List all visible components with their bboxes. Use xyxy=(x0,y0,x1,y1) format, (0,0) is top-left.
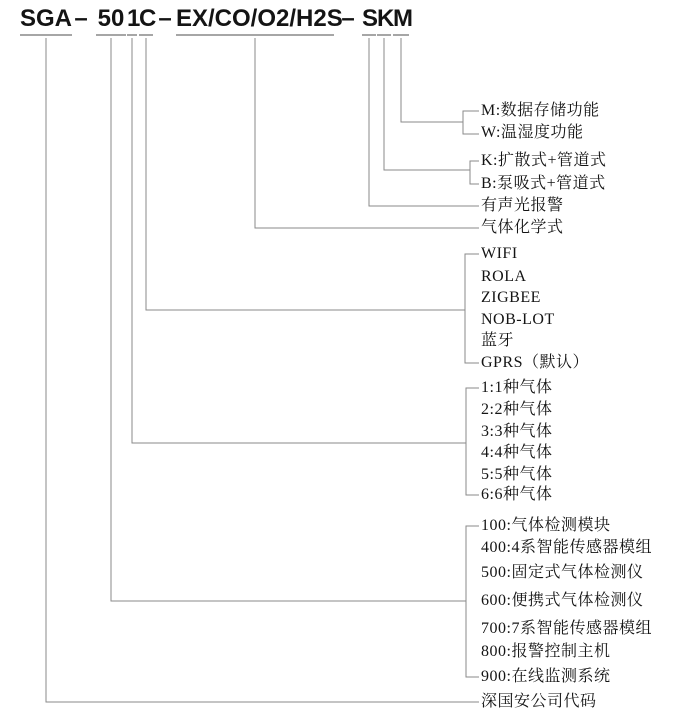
legend-item-gas-count-3: 3:3种气体 xyxy=(481,423,553,440)
legend-item-data-storage: M:数据存储功能 xyxy=(481,102,600,119)
legend-item-series-400: 400:4系智能传感器模组 xyxy=(481,539,652,556)
code-segment-sga: SGA xyxy=(20,4,72,36)
legend-item-company-code: 深国安公司代码 xyxy=(481,693,597,710)
code-segment-function: M xyxy=(393,4,409,36)
legend-item-gprs-default: GPRS（默认） xyxy=(481,354,590,371)
bracket-gas-count-options xyxy=(466,388,479,495)
code-segment-gas-count: 1 xyxy=(127,4,137,36)
legend-item-zigbee: ZIGBEE xyxy=(481,289,541,306)
bracket-communication-options xyxy=(465,254,479,363)
bracket-sampling-options xyxy=(470,161,479,184)
legend-item-series-100: 100:气体检测模块 xyxy=(481,517,611,534)
code-separator-dash: – xyxy=(341,5,355,32)
code-segment-sampling: K xyxy=(377,4,391,36)
legend-item-gas-count-4: 4:4种气体 xyxy=(481,444,553,461)
connector-line-gas-formula xyxy=(255,38,479,228)
legend-item-diffusion-duct: K:扩散式+管道式 xyxy=(481,152,607,169)
legend-item-gas-count-1: 1:1种气体 xyxy=(481,379,553,396)
bracket-series-options xyxy=(466,526,479,677)
legend-item-gas-count-5: 5:5种气体 xyxy=(481,466,553,483)
connector-line-gas-count xyxy=(132,38,466,443)
legend-item-series-900: 900:在线监测系统 xyxy=(481,668,611,685)
code-separator-dash: – xyxy=(74,5,88,32)
legend-item-pump-duct: B:泵吸式+管道式 xyxy=(481,175,606,192)
legend-item-gas-count-2: 2:2种气体 xyxy=(481,401,553,418)
code-separator-dash: – xyxy=(158,5,172,32)
legend-item-temp-humidity: W:温湿度功能 xyxy=(481,124,584,141)
connector-line-m xyxy=(401,38,463,122)
code-segment-series: 50 xyxy=(96,4,126,36)
legend-item-series-700: 700:7系智能传感器模组 xyxy=(481,620,652,637)
legend-item-gas-formula: 气体化学式 xyxy=(481,219,564,236)
code-segment-communication: C xyxy=(139,4,153,36)
legend-item-gas-count-6: 6:6种气体 xyxy=(481,486,553,503)
legend-item-sound-light-alarm: 有声光报警 xyxy=(481,197,564,214)
legend-item-nob-lot: NOB-LOT xyxy=(481,311,555,328)
legend-item-bluetooth: 蓝牙 xyxy=(481,332,515,349)
legend-item-rola: ROLA xyxy=(481,268,527,285)
legend-item-series-800: 800:报警控制主机 xyxy=(481,643,611,660)
code-segment-alarm: S xyxy=(362,4,376,36)
legend-item-series-500: 500:固定式气体检测仪 xyxy=(481,564,644,581)
connector-line-k xyxy=(384,38,470,170)
legend-item-series-600: 600:便携式气体检测仪 xyxy=(481,592,644,609)
connector-line-c xyxy=(146,38,465,310)
bracket-function-options xyxy=(463,111,479,134)
code-segment-gas-formula: EX/CO/O2/H2S xyxy=(176,4,334,36)
legend-item-wifi: WIFI xyxy=(481,245,518,262)
